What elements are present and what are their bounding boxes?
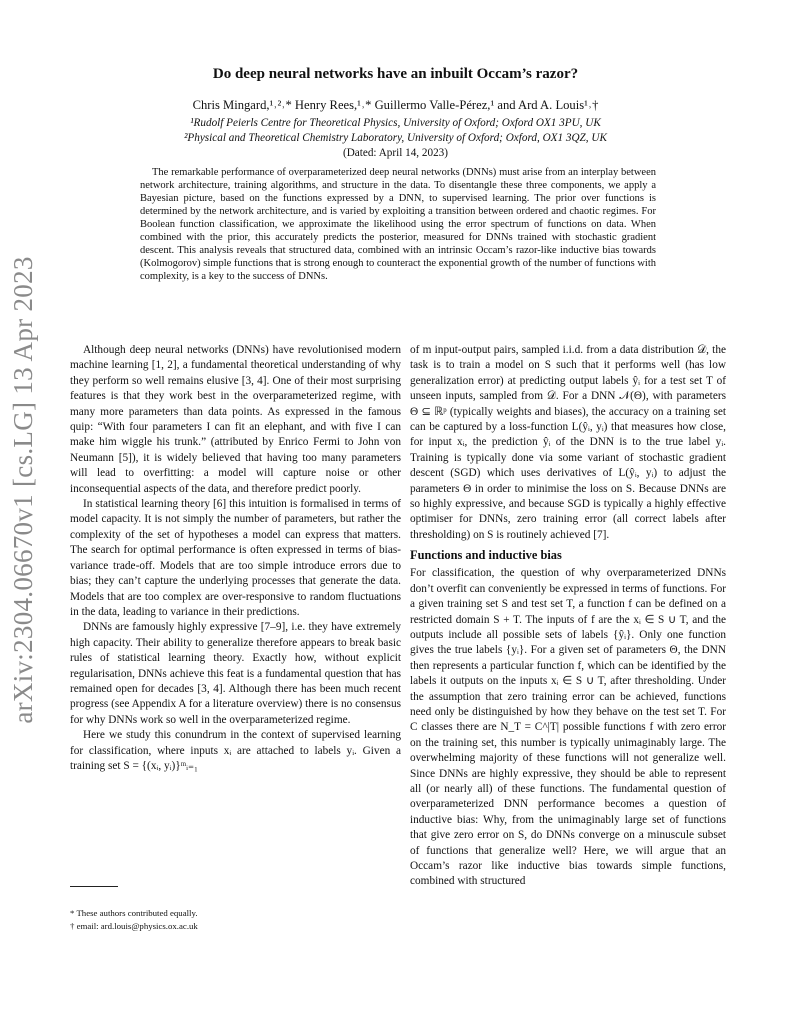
paragraph: DNNs are famously highly expressive [7–9], i.e. they have extremely high capacity. Their ability to generalize therefore appears to break basic rules of statistical learning theory. Exactly how, without explicit regularisation, DNNs achieve this feat is a fundamental question that has remained open for decades [3, 4]. Although there has been much recent progress (see Appendix A for a literature overview) there is no consensus for why DNNs work so well in the overparameterized regime. (70, 621, 401, 726)
arxiv-identifier: arXiv:2304.06670v1 [cs.LG] 13 Apr 2023 (8, 256, 38, 724)
section-heading: Functions and inductive bias (410, 548, 562, 563)
abstract: The remarkable performance of overparameterized deep neural networks (DNNs) must arise from an interplay between network architecture, training algorithms, and structure in the data. To disentangle these three components, we apply a Bayesian picture, based on the functions expressed by a DNN, to supervised learning. The prior over functions is determined by the network architecture, and is varied by exploiting a transition between ordered and chaotic regimes. For Boolean function classification, we approximate the likelihood using the error spectrum of functions on data. When combined with the prior, this accurately predicts the posterior, measured for DNNs trained with stochastic gradient descent. This analysis reveals that structured data, combined with an intrinsic Occam’s razor-like inductive bias towards (Kolmogorov) simple functions that is strong enough to counteract the exponential growth of the number of functions with complexity, is a key to the success of DNNs. (140, 167, 656, 282)
paragraph: Although deep neural networks (DNNs) have revolutionised modern machine learning [1, 2], a fundamental theoretical understanding of why they perform so well remains elusive [3, 4]. One of their most surprising features is that they work best in the overparameterized regime, with many more parameters than data points. As expressed in the famous quip: “With four parameters I can fit an elephant, and with five I can make him wiggle his trunk.” (attributed by Enrico Fermi to John von Neumann [5]), it is widely believed that having too many parameters will lead to overfitting: a model will capture noise or other inconsequential aspects of the data, and therefore predict poorly. (70, 344, 401, 495)
right-column (410, 343, 726, 890)
paragraph: In statistical learning theory [6] this intuition is formalised in terms of model capacity. It is not simply the number of parameters, but rather the complexity of the set of hypotheses a model can express that matters. The search for optimal performance is often expressed in terms of bias-variance trade-off. Models that are too simple introduce errors due to bias; they can’t capture the underlying processes that generate the data. Models that are too complex are over-responsive to random fluctuations in the data, leading to variance in their predictions. (70, 498, 401, 618)
footnote-email: † email: ard.louis@physics.ox.ac.uk (70, 921, 198, 931)
author-list: Chris Mingard,¹˒²˒* Henry Rees,¹˒* Guillermo Valle-Pérez,¹ and Ard A. Louis¹˒† (192, 98, 599, 112)
paragraph: Here we study this conundrum in the context of supervised learning for classification, where inputs xᵢ are attached to labels yᵢ. Given a training set S = {(xᵢ, yᵢ)}ᵐᵢ₌₁ (70, 729, 401, 772)
footnote-divider (70, 886, 118, 887)
affiliation-1: ¹Rudolf Peierls Centre for Theoretical Physics, University of Oxford; Oxford OX1 3PU, UK (190, 117, 601, 129)
left-column (70, 343, 401, 774)
date-line: (Dated: April 14, 2023) (342, 147, 449, 159)
paper-title: Do deep neural networks have an inbuilt Occam’s razor? (212, 66, 579, 82)
paragraph: For classification, the question of why overparameterized DNNs don’t overfit can conveniently be expressed in terms of functions. For a given training set S and test set T, a function f can be defined on a restricted domain S + T. The inputs of f are the xᵢ ∈ S ∪ T, and the outputs include all possible sets of labels {ŷᵢ}. Only one function gives the true labels {yᵢ}. For a given set of parameters Θ, the DNN then represents a particular function f, which can be identified by the labels it outputs on the inputs xᵢ ∈ S ∪ T, after thresholding. Under the assumption that zero training error can be achieved, functions need only be distinguished by how they behave on the test set T. For C classes there are N_T = C^|T| possible functions f with zero error on the training set, this number is typically unimaginably large. The overwhelming majority of these functions will not generalize well. Since DNNs are highly expressive, they should be able to represent all (or nearly all) of these functions. The fundamental question of overparameterized DNN performance becomes a question of inductive bias: Why, from the unimaginably large set of functions that give zero error on S, do DNNs converge on a minuscule subset of functions that generalize well? Here, we will argue that an Occam’s razor like inductive bias towards simple functions, combined with structured (410, 567, 726, 888)
footnote-equal-contribution: * These authors contributed equally. (70, 908, 198, 918)
paragraph: of m input-output pairs, sampled i.i.d. from a data distribution 𝒟, the task is to train a model on S such that it performs well (has low generalization error) at predicting output labels ŷᵢ for a test set T of unseen inputs, sampled from 𝒟. For a DNN 𝒩(Θ), with parameters Θ ⊆ ℝᵖ (typically weights and biases), the accuracy on a training set can be captured by a loss-function L(ŷᵢ, yᵢ) that measures how close, for input xᵢ, the prediction ŷᵢ of the DNN is to the true label yᵢ. Training is typically done via some variant of stochastic gradient descent (SGD) which uses derivatives of L(ŷᵢ, yᵢ) to adjust the parameters Θ in order to minimise the loss on S. Because DNNs are so highly expressive, and because SGD is typically a highly effective optimiser for DNNs, zero training error (all correct labels after thresholding) on S is routinely achieved [7]. (410, 344, 726, 541)
affiliation-2: ²Physical and Theoretical Chemistry Laboratory, University of Oxford; Oxford, OX1 3QZ, UK (184, 132, 607, 144)
